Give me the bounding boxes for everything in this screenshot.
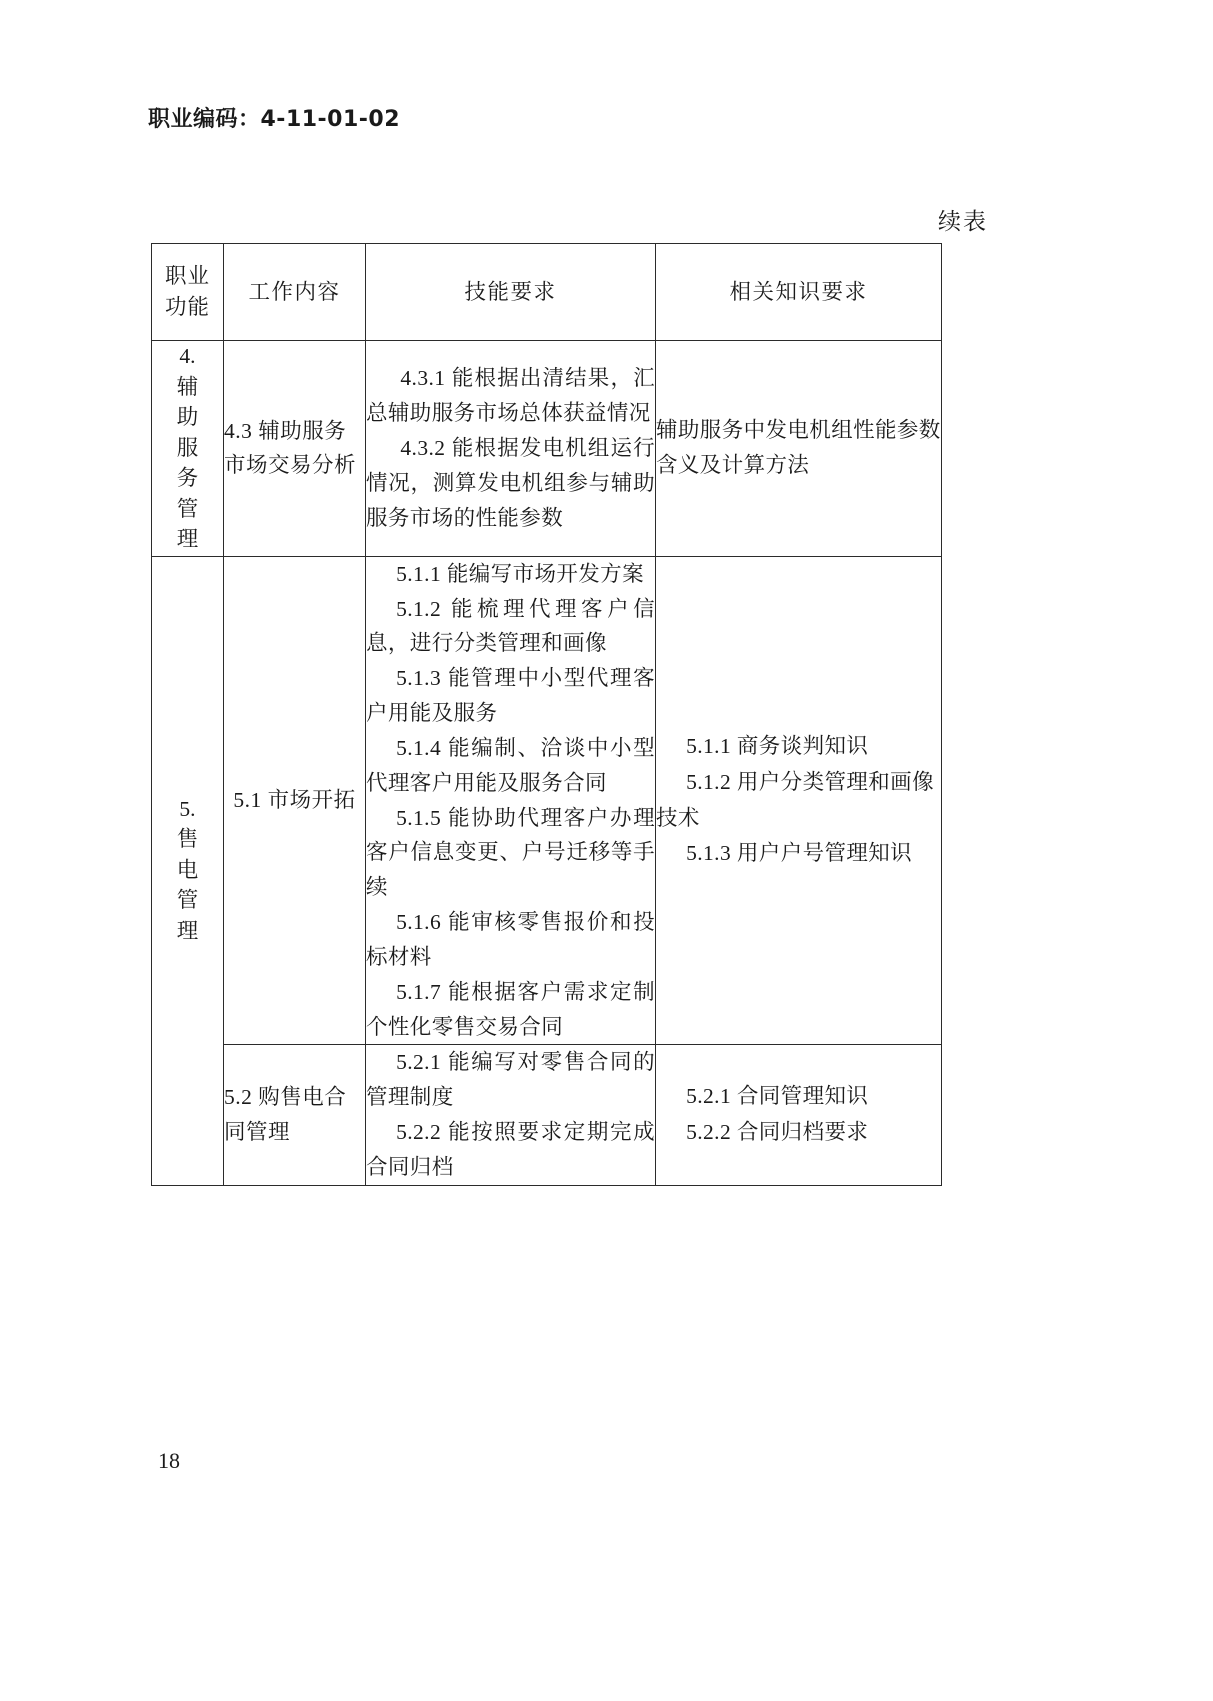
skill-item: 4.3.2 能根据发电机组运行情况，测算发电机组参与辅助服务市场的性能参数 [366, 435, 655, 530]
column-header-function [152, 244, 224, 341]
skill-item: 5.1.6 能审核零售报价和投标材料 [366, 910, 655, 969]
skill-item: 5.1.2 能梳理代理客户信息，进行分类管理和画像 [366, 596, 655, 656]
work-content-cell-4-3-text: 4.3 辅助服务市场交易分析 [224, 418, 357, 478]
skill-item: 5.1.7 能根据客户需求定制个性化零售交易合同 [366, 979, 655, 1039]
work-content-cell-5-2 [224, 1045, 366, 1185]
knowledge-cell-4-3 [656, 341, 942, 557]
column-header-work-content: 工作内容 [224, 244, 366, 341]
skill-cell-4-3 [366, 341, 656, 557]
skill-item: 5.1.1 能编写市场开发方案 [396, 561, 644, 586]
function-cell-4 [152, 341, 224, 557]
table-row [152, 1045, 942, 1185]
knowledge-cell-5-2 [656, 1045, 942, 1185]
knowledge-item: 辅助服务中发电机组性能参数含义及计算方法 [656, 417, 941, 478]
column-header-function-line1: 职业 [164, 263, 210, 288]
skill-item: 5.1.4 能编制、洽谈中小型代理客户用能及服务合同 [366, 735, 655, 795]
function-cell-5-text [173, 794, 202, 947]
function-cell-5 [152, 556, 224, 1185]
knowledge-item: 5.2.1 合同管理知识 [686, 1084, 869, 1109]
skill-cell-5-1 [366, 556, 656, 1045]
work-content-cell-5-1 [224, 556, 366, 1045]
function-cell-5-number: 5. [179, 796, 196, 821]
table-row [152, 556, 942, 1045]
continued-table-label: 续表 [938, 209, 988, 234]
function-cell-4-name: 辅助服务管理 [176, 374, 199, 552]
table-header-row [152, 244, 942, 341]
work-content-cell-5-1-text: 5.1 市场开拓 [233, 788, 356, 813]
function-cell-4-number: 4. [179, 344, 196, 368]
knowledge-item: 5.1.1 商务谈判知识 [686, 734, 869, 759]
knowledge-item: 5.2.2 合同归档要求 [686, 1120, 869, 1145]
column-header-skill-requirements: 技能要求 [366, 244, 656, 341]
occupation-code-header: 职业编码：4-11-01-02 [148, 107, 401, 132]
work-content-cell-5-2-text: 5.2 购售电合同管理 [224, 1085, 347, 1145]
knowledge-cell-5-1 [656, 556, 942, 1045]
function-cell-5-name: 售电管理 [176, 827, 199, 943]
knowledge-item: 5.1.2 用户分类管理和画像技术 [656, 769, 934, 830]
function-cell-4-text [173, 341, 202, 555]
column-header-knowledge-requirements: 相关知识要求 [656, 244, 942, 341]
skill-requirements-table [151, 243, 942, 1186]
page-number: 18 [158, 1448, 180, 1473]
column-header-function-line2: 功能 [164, 295, 210, 319]
skill-cell-5-2 [366, 1045, 656, 1185]
skill-item: 4.3.1 能根据出清结果，汇总辅助服务市场总体获益情况 [366, 366, 655, 426]
work-content-cell-4-3 [224, 341, 366, 557]
knowledge-item: 5.1.3 用户户号管理知识 [686, 841, 913, 866]
skill-item: 5.2.1 能编写对零售合同的管理制度 [366, 1050, 655, 1110]
table-row [152, 341, 942, 557]
skill-item: 5.1.3 能管理中小型代理客户用能及服务 [366, 666, 655, 726]
skill-item: 5.2.2 能按照要求定期完成合同归档 [366, 1120, 655, 1179]
skill-item: 5.1.5 能协助代理客户办理客户信息变更、户号迁移等手续 [366, 805, 655, 900]
